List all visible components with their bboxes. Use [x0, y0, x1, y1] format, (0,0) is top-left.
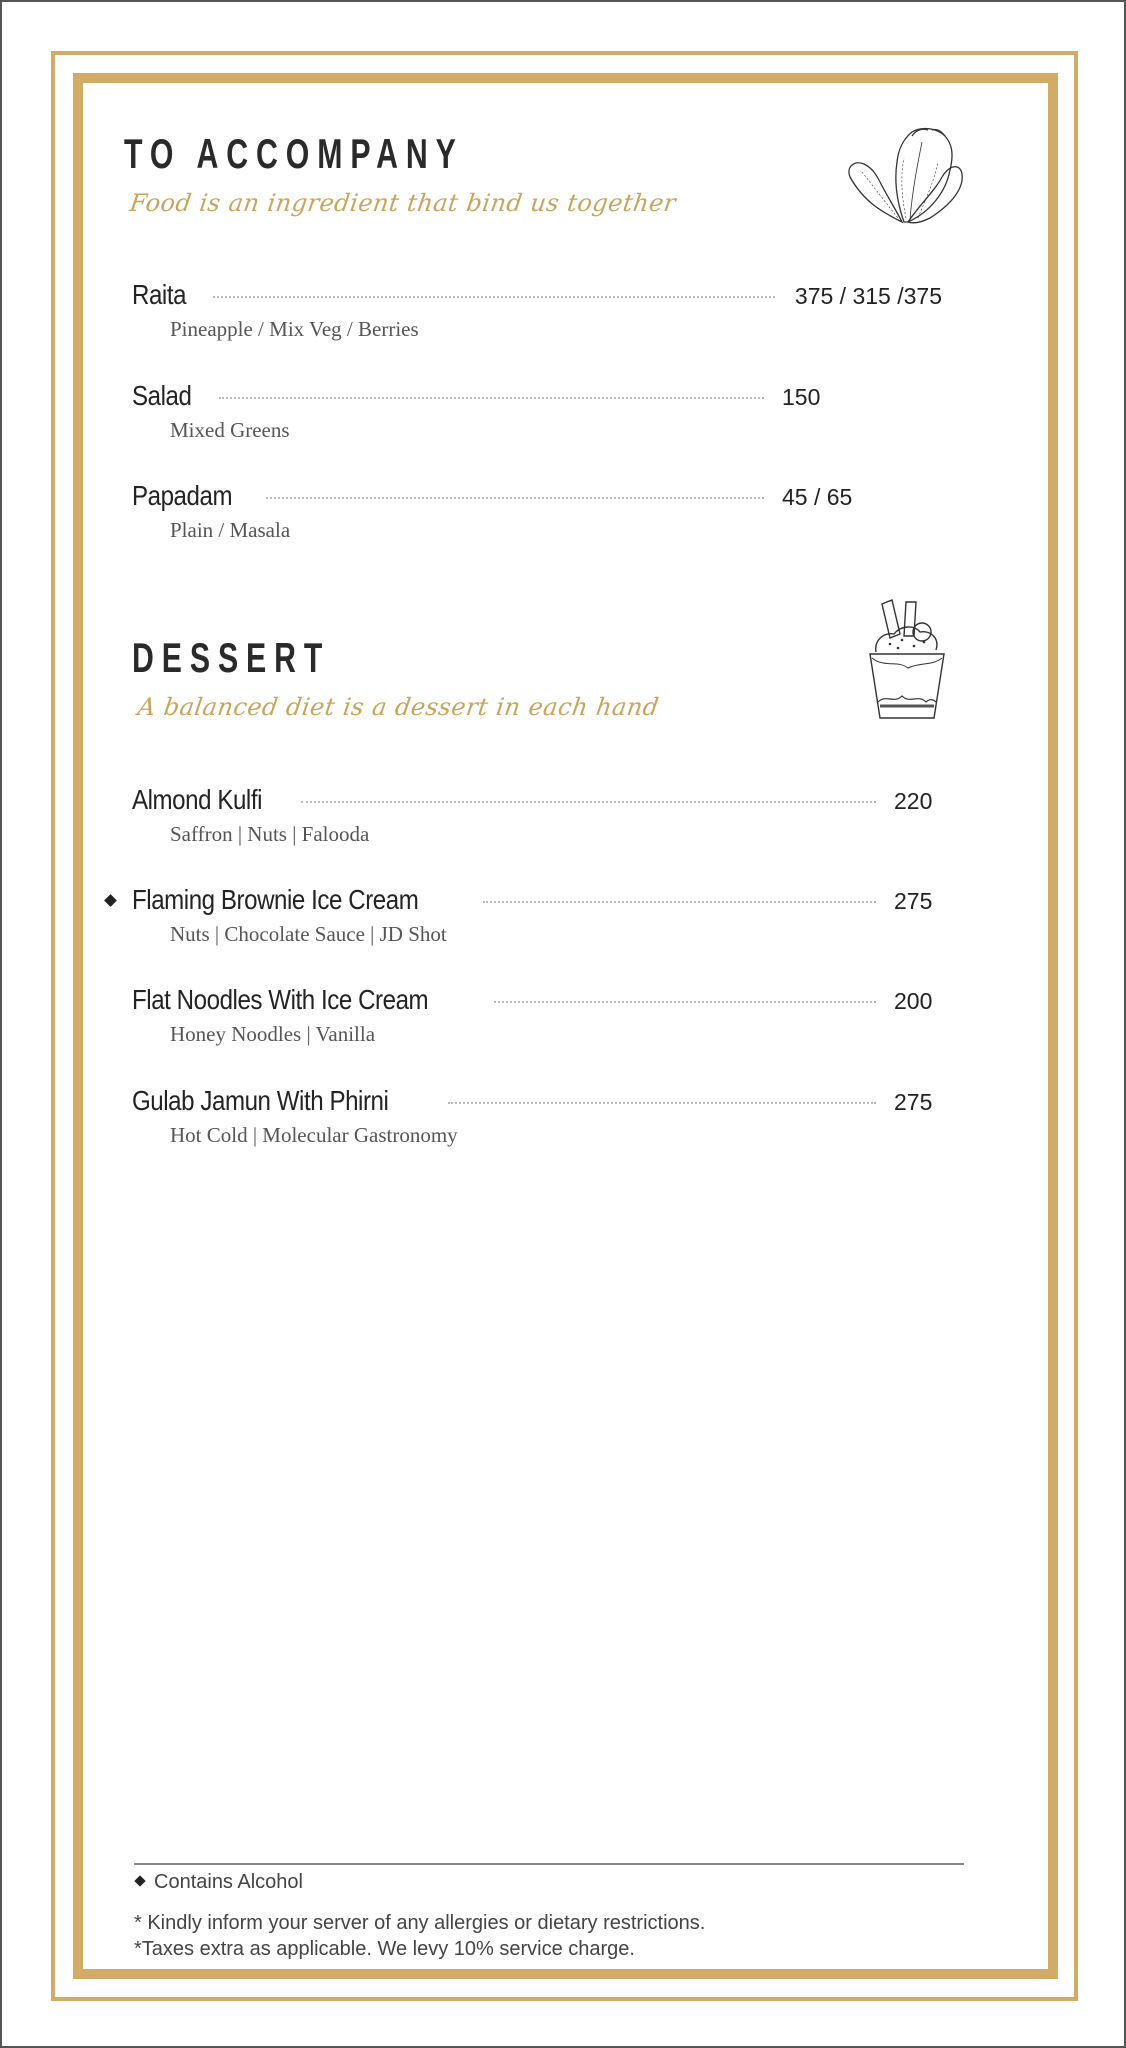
dotted-leader	[483, 901, 876, 903]
item-name: Salad	[132, 380, 192, 411]
section-tagline-accompany: Food is an ingredient that bind us together	[128, 189, 678, 217]
item-description: Plain / Masala	[170, 518, 291, 542]
item-price: 150	[782, 384, 821, 410]
item-description: Saffron | Nuts | Falooda	[170, 822, 370, 846]
footer-divider	[134, 1863, 964, 1865]
footer-note-allergies: * Kindly inform your server of any allergies or dietary restrictions.	[134, 1912, 706, 1934]
item-price: 375 / 315 /375	[794, 283, 942, 309]
item-description: Mixed Greens	[170, 418, 290, 442]
item-price: 45 / 65	[782, 484, 853, 510]
item-price: 200	[894, 988, 933, 1014]
dotted-leader	[494, 1001, 876, 1003]
footer-legend	[134, 1871, 303, 1894]
legend-label: Contains Alcohol	[154, 1871, 303, 1893]
item-name: Papadam	[132, 480, 233, 511]
item-price: 275	[894, 1089, 933, 1115]
item-description: Hot Cold | Molecular Gastronomy	[170, 1123, 458, 1147]
menu-item	[132, 1085, 942, 1148]
dotted-leader	[448, 1102, 876, 1104]
item-description: Pineapple / Mix Veg / Berries	[170, 317, 419, 341]
menu-item	[132, 884, 942, 947]
section-title-dessert: DESSERT	[132, 634, 331, 681]
item-description: Nuts | Chocolate Sauce | JD Shot	[170, 922, 447, 946]
item-name: Gulab Jamun With Phirni	[132, 1085, 389, 1116]
menu-item	[132, 480, 942, 543]
dotted-leader	[213, 296, 775, 298]
lettuce-icon	[842, 122, 977, 232]
item-name: Almond Kulfi	[132, 784, 263, 815]
item-description: Honey Noodles | Vanilla	[170, 1022, 376, 1046]
section-tagline-dessert: A balanced diet is a dessert in each hand	[136, 693, 661, 721]
dotted-leader	[301, 801, 876, 803]
footer-note-taxes: *Taxes extra as applicable. We levy 10% service charge.	[134, 1938, 635, 1960]
dotted-leader	[219, 397, 764, 399]
item-name: Flat Noodles With Ice Cream	[132, 984, 429, 1015]
section-title-accompany: TO ACCOMPANY	[124, 130, 464, 177]
menu-item	[132, 279, 942, 342]
menu-item	[132, 784, 942, 847]
item-price: 220	[894, 788, 933, 814]
alcohol-diamond-icon	[134, 1875, 145, 1886]
menu-item	[132, 984, 942, 1047]
item-name: Raita	[132, 279, 187, 310]
dotted-leader	[266, 497, 764, 499]
item-price: 275	[894, 888, 933, 914]
sundae-icon	[864, 596, 950, 726]
menu-item	[132, 380, 942, 443]
item-name: Flaming Brownie Ice Cream	[132, 884, 419, 915]
